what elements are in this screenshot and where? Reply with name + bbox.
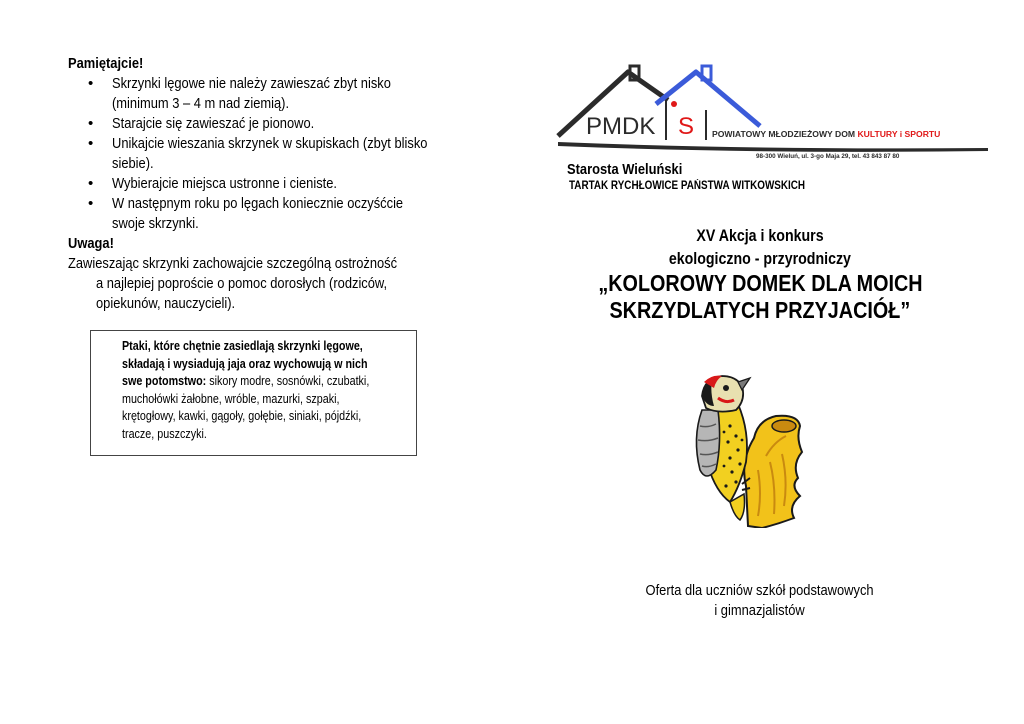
pmdkis-logo (556, 64, 996, 164)
offer-line-1: Oferta dla uczniów szkół podstawowych (645, 582, 875, 599)
tips-list (68, 74, 488, 234)
contest-title-line-1: „KOLOROWY DOMEK DLA MOICH (597, 270, 923, 296)
logo-letters-pmdk: PMDK (586, 113, 656, 140)
list-item: • W następnym roku po lęgach koniecznie oczyśćcie (68, 194, 488, 214)
list-item: • Starajcie się zawieszać je pionowo. (68, 114, 488, 134)
warning-text: Zawieszając skrzynki zachowajcie szczególną ostrożność a najlepiej poproście o pomoc dorosłych (rodziców, opiekunów, nauczycieli). (68, 255, 398, 312)
title-line-1: XV Akcja i konkurs (696, 227, 824, 245)
list-item: • Unikajcie wieszania skrzynek w skupiskach (zbyt blisko (68, 134, 488, 154)
heading-warning: Uwaga! (68, 235, 114, 252)
logo-institution-name: POWIATOWY MŁODZIEŻOWY DOM KULTURY i SPORTU (712, 129, 941, 139)
logo-address: 98-300 Wieluń, ul. 3-go Maja 29, tel. 43 843 87 80 (756, 153, 900, 160)
list-item: • Skrzynki lęgowe nie należy zawieszać zbyt nisko (68, 74, 488, 94)
left-panel (68, 54, 488, 314)
sponsor-tartak: TARTAK RYCHŁOWICE PAŃSTWA WITKOWSKICH (569, 180, 806, 192)
logo-i-dot (671, 101, 677, 107)
list-item-continuation: (minimum 3 – 4 m nad ziemią). (112, 95, 290, 112)
contest-title-line-2: SKRZYDLATYCH PRZYJACIÓŁ” (609, 297, 911, 323)
heading-remember: Pamiętajcie! (68, 55, 144, 72)
birds-info-box: Ptaki, które chętnie zasiedlają skrzynki lęgowe, składają i wysiadują jaja oraz wychowują w nich swe potomstwo: sikory modre, sosnówki, czubatki, muchołówki żałobne, wróble, mazurki, szpaki, krętogłowy, kawki, gągoły, gołębie, siniaki, pójdźki, tracze, puszczyki. (90, 330, 417, 456)
offer-line-2: i gimnazjalistów (714, 602, 806, 619)
list-item-continuation: siebie). (112, 155, 154, 172)
list-item: • Wybierajcie miejsca ustronne i cieniste. (68, 174, 488, 194)
sponsor-starosta: Starosta Wieluński (567, 161, 683, 178)
logo-letter-s: S (678, 113, 695, 140)
woodpecker-illustration (688, 366, 812, 528)
list-item-continuation: swoje skrzynki. (112, 215, 199, 232)
title-line-2: ekologiczno - przyrodniczy (668, 250, 852, 268)
